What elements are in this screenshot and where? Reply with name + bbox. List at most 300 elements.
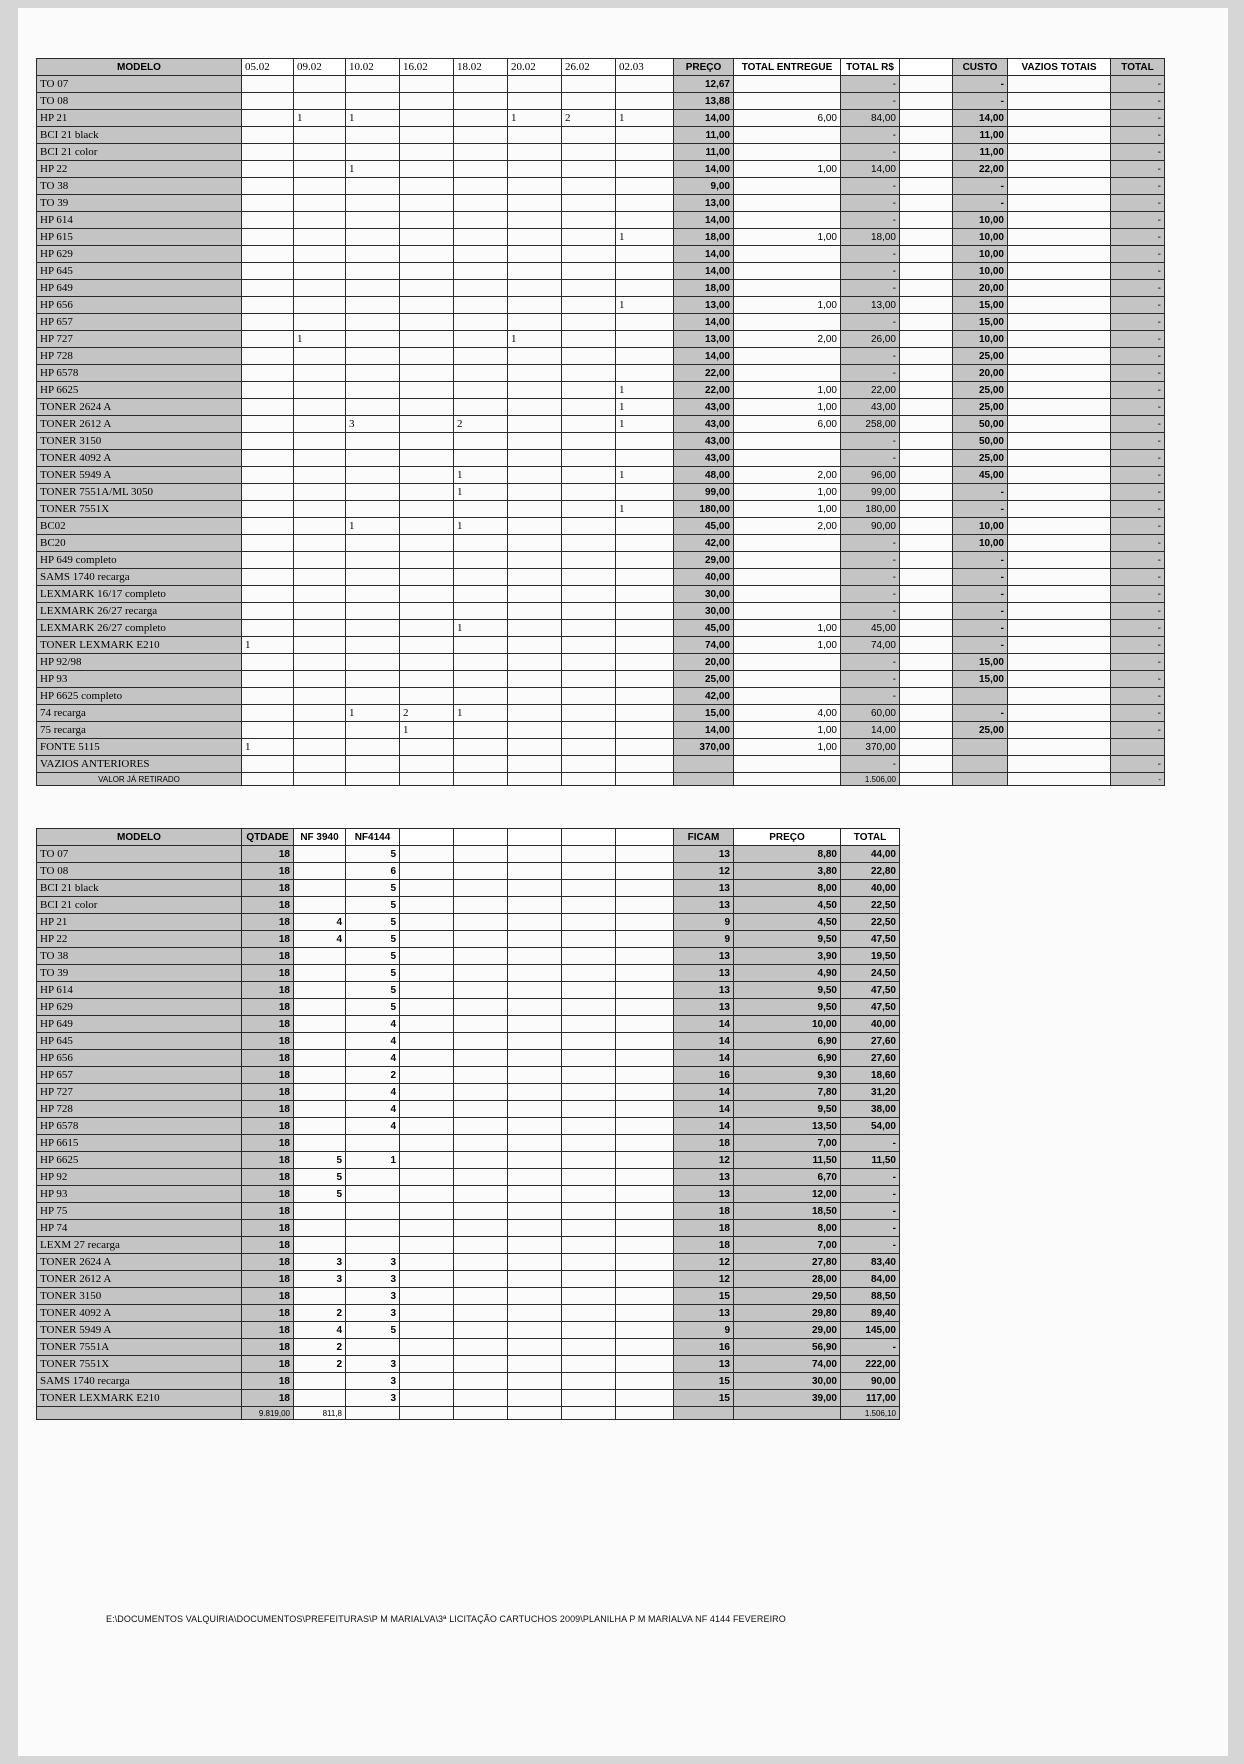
cost-cell: - [953,501,1008,518]
date-qty-cell [242,144,294,161]
date-qty-cell [294,161,346,178]
total-cell: 54,00 [841,1118,900,1135]
qty-cell: 18 [242,880,294,897]
date-qty-cell [242,518,294,535]
blank-cell [454,1271,508,1288]
date-qty-cell [242,552,294,569]
model-cell: HP 727 [37,331,242,348]
price-cell: 40,00 [674,569,734,586]
blank-cell [900,331,953,348]
stock-footer-row [37,1407,900,1420]
date-qty-cell [400,450,454,467]
delivered-cell: 1,00 [734,484,841,501]
table-row [37,433,1165,450]
model-cell: BCI 21 color [37,144,242,161]
blank-cell [900,433,953,450]
nf-3940-cell: 3 [294,1254,346,1271]
qty-cell: 18 [242,1084,294,1101]
price-cell: 6,70 [734,1169,841,1186]
blank-cell [400,1135,454,1152]
footer-qty: 9.819,00 [242,1407,294,1420]
date-qty-cell [616,331,674,348]
remain-cell: 9 [674,1322,734,1339]
date-qty-cell [508,586,562,603]
blank-cell [454,1118,508,1135]
date-qty-cell [562,637,616,654]
model-cell: BCI 21 color [37,897,242,914]
blank-cell [508,863,562,880]
price-cell: 14,00 [674,263,734,280]
date-qty-cell [242,569,294,586]
blank-cell [562,1373,616,1390]
blank-cell [616,1271,674,1288]
date-qty-cell: 1 [242,637,294,654]
date-qty-cell [242,297,294,314]
blank-cell [900,365,953,382]
delivered-cell [734,93,841,110]
blank-cell [900,212,953,229]
qty-cell: 18 [242,1169,294,1186]
col-date: 05.02 [242,59,294,76]
model-cell: LEXMARK 26/27 recarga [37,603,242,620]
model-cell: HP 6578 [37,365,242,382]
remain-cell: 13 [674,948,734,965]
blank-cell [454,1186,508,1203]
table-row [37,331,1165,348]
price-cell: 370,00 [674,739,734,756]
total-rs-cell: - [841,756,900,773]
table-row [37,467,1165,484]
remain-cell: 13 [674,965,734,982]
blank-cell [616,948,674,965]
date-qty-cell [616,178,674,195]
nf-3940-cell [294,1101,346,1118]
date-qty-cell [400,229,454,246]
delivered-cell [734,654,841,671]
price-cell: 6,90 [734,1033,841,1050]
date-qty-cell [400,552,454,569]
blank-cell [508,1067,562,1084]
date-qty-cell [346,501,400,518]
date-qty-cell: 1 [616,229,674,246]
date-qty-cell [616,518,674,535]
blank-cell [900,246,953,263]
total-rs-cell: 96,00 [841,467,900,484]
nf-3940-cell: 5 [294,1169,346,1186]
model-cell: HP 656 [37,1050,242,1067]
date-qty-cell [454,314,508,331]
blank-cell [562,1288,616,1305]
date-qty-cell [616,263,674,280]
blank-cell [900,569,953,586]
model-cell: 75 recarga [37,722,242,739]
date-qty-cell [294,297,346,314]
cost-cell: - [953,603,1008,620]
table-row [37,586,1165,603]
date-qty-cell [616,93,674,110]
blank-cell [400,1016,454,1033]
model-cell: HP 21 [37,914,242,931]
blank-cell [508,1254,562,1271]
total-rs-cell: 14,00 [841,722,900,739]
blank-cell [616,1203,674,1220]
total-rs-cell: - [841,246,900,263]
date-qty-cell [400,144,454,161]
blank-cell [616,1390,674,1407]
date-qty-cell [400,620,454,637]
price-cell: 7,00 [734,1135,841,1152]
table-row [37,501,1165,518]
delivered-cell [734,569,841,586]
date-qty-cell [294,637,346,654]
model-cell: HP 629 [37,999,242,1016]
price-cell: 25,00 [674,671,734,688]
blank-cell [616,914,674,931]
blank-cell [900,229,953,246]
date-qty-cell [562,671,616,688]
nf-4144-cell: 6 [346,863,400,880]
qty-cell: 18 [242,948,294,965]
date-qty-cell [294,433,346,450]
model-cell: HP 615 [37,229,242,246]
blank-cell [400,1339,454,1356]
empties-cell [1008,535,1111,552]
date-qty-cell [294,552,346,569]
nf-3940-cell [294,1016,346,1033]
model-cell: HP 649 completo [37,552,242,569]
blank-cell [562,1305,616,1322]
blank-cell [616,1033,674,1050]
delivered-cell [734,671,841,688]
date-qty-cell [562,620,616,637]
blank-cell [454,1169,508,1186]
date-qty-cell [400,501,454,518]
date-qty-cell [242,433,294,450]
remain-cell: 15 [674,1390,734,1407]
total-rs-cell: 13,00 [841,297,900,314]
remain-cell: 13 [674,846,734,863]
blank-cell [562,1067,616,1084]
price-cell: 29,50 [734,1288,841,1305]
table-row [37,1067,900,1084]
date-qty-cell [508,195,562,212]
empties-cell [1008,722,1111,739]
total-cell: - [1111,161,1165,178]
date-qty-cell [242,450,294,467]
date-qty-cell [346,535,400,552]
total-rs-cell: - [841,450,900,467]
date-qty-cell [616,195,674,212]
total-cell: - [841,1220,900,1237]
date-qty-cell: 1 [294,331,346,348]
cost-cell: 15,00 [953,654,1008,671]
date-qty-cell [346,314,400,331]
date-qty-cell [400,348,454,365]
date-qty-cell [294,739,346,756]
date-qty-cell [346,144,400,161]
date-qty-cell [400,297,454,314]
date-qty-cell [562,552,616,569]
model-cell: HP 21 [37,110,242,127]
blank-cell [900,93,953,110]
blank-cell [508,846,562,863]
blank-cell [562,1390,616,1407]
date-qty-cell [454,195,508,212]
blank-cell [508,1050,562,1067]
date-qty-cell [400,195,454,212]
blank-cell [400,1373,454,1390]
date-qty-cell [242,705,294,722]
empties-cell [1008,688,1111,705]
date-qty-cell [562,76,616,93]
blank-cell [454,1322,508,1339]
remain-cell: 18 [674,1135,734,1152]
nf-3940-cell: 2 [294,1356,346,1373]
remain-cell: 13 [674,1186,734,1203]
col-empties-total: VAZIOS TOTAIS [1008,59,1111,76]
date-qty-cell [294,535,346,552]
cost-cell: 15,00 [953,671,1008,688]
blank-cell [508,1135,562,1152]
date-qty-cell [242,467,294,484]
nf-3940-cell: 5 [294,1186,346,1203]
date-qty-cell [400,739,454,756]
total-cell: - [1111,620,1165,637]
nf-4144-cell: 3 [346,1305,400,1322]
date-qty-cell [400,314,454,331]
blank-cell [616,1050,674,1067]
model-cell: HP 93 [37,1186,242,1203]
blank-cell [400,1390,454,1407]
date-qty-cell [562,722,616,739]
blank-cell [900,161,953,178]
total-cell: - [1111,756,1165,773]
date-qty-cell [242,671,294,688]
cost-cell: 20,00 [953,280,1008,297]
model-cell: LEXMARK 16/17 completo [37,586,242,603]
blank-cell [400,999,454,1016]
model-cell: HP 92/98 [37,654,242,671]
nf-4144-cell [346,1169,400,1186]
model-cell: TONER 4092 A [37,450,242,467]
empties-cell [1008,110,1111,127]
blank-cell [454,1084,508,1101]
date-qty-cell [562,603,616,620]
remain-cell: 13 [674,1356,734,1373]
date-qty-cell [454,433,508,450]
date-qty-cell [294,722,346,739]
date-qty-cell [508,314,562,331]
total-cell: 40,00 [841,880,900,897]
table-row [37,1084,900,1101]
table-row [37,1203,900,1220]
price-cell: 3,80 [734,863,841,880]
table-row [37,1373,900,1390]
total-cell: - [1111,501,1165,518]
nf-3940-cell [294,1288,346,1305]
date-qty-cell [346,348,400,365]
date-qty-cell [562,93,616,110]
table-row [37,484,1165,501]
blank-cell [616,1186,674,1203]
total-cell: - [1111,722,1165,739]
blank-cell [900,484,953,501]
total-cell: - [1111,144,1165,161]
empties-cell [1008,705,1111,722]
date-qty-cell: 3 [346,416,400,433]
remain-cell: 15 [674,1288,734,1305]
delivered-cell [734,535,841,552]
table-row [37,1322,900,1339]
date-qty-cell [400,76,454,93]
table-row [37,1390,900,1407]
blank-cell [562,1356,616,1373]
nf-4144-cell: 4 [346,1050,400,1067]
blank-cell [900,280,953,297]
table-row [37,1186,900,1203]
blank-cell [616,1101,674,1118]
cost-cell: 25,00 [953,348,1008,365]
blank-cell [508,1373,562,1390]
total-cell: 27,60 [841,1050,900,1067]
table-row [37,450,1165,467]
price-cell: 20,00 [674,654,734,671]
empties-cell [1008,518,1111,535]
date-qty-cell [346,195,400,212]
empties-cell [1008,229,1111,246]
table-row [37,1220,900,1237]
blank-cell [562,1152,616,1169]
date-qty-cell [616,433,674,450]
price-cell: 11,00 [674,127,734,144]
model-cell: HP 649 [37,280,242,297]
table-row [37,603,1165,620]
date-qty-cell [242,382,294,399]
blank-cell [508,999,562,1016]
total-cell: - [1111,433,1165,450]
total-cell: - [1111,535,1165,552]
total-rs-cell: 258,00 [841,416,900,433]
date-qty-cell [562,433,616,450]
remain-cell: 14 [674,1118,734,1135]
date-qty-cell [454,93,508,110]
date-qty-cell: 1 [346,110,400,127]
nf-4144-cell: 1 [346,1152,400,1169]
blank-cell [400,1118,454,1135]
price-cell: 9,00 [674,178,734,195]
delivered-cell [734,433,841,450]
nf-4144-cell: 5 [346,897,400,914]
nf-3940-cell [294,1220,346,1237]
cost-cell: - [953,586,1008,603]
date-qty-cell [562,229,616,246]
table-row [37,1016,900,1033]
model-cell: HP 93 [37,671,242,688]
date-qty-cell [400,178,454,195]
table-row [37,1169,900,1186]
table-row [37,348,1165,365]
total-cell: 18,60 [841,1067,900,1084]
delivered-cell: 2,00 [734,331,841,348]
price-cell: 180,00 [674,501,734,518]
date-qty-cell [242,110,294,127]
nf-3940-cell: 4 [294,914,346,931]
remain-cell: 12 [674,1254,734,1271]
total-cell: - [841,1169,900,1186]
date-qty-cell: 2 [562,110,616,127]
blank-cell [400,914,454,931]
blank-cell [454,982,508,999]
table-row [37,1288,900,1305]
blank-cell [616,965,674,982]
nf-3940-cell [294,1067,346,1084]
model-cell: TONER LEXMARK E210 [37,637,242,654]
blank-cell [900,382,953,399]
blank-cell [454,880,508,897]
blank-cell [400,1084,454,1101]
nf-3940-cell [294,1390,346,1407]
date-qty-cell [562,178,616,195]
delivered-cell [734,365,841,382]
qty-cell: 18 [242,1016,294,1033]
date-qty-cell [242,722,294,739]
date-qty-cell [242,365,294,382]
nf-4144-cell: 3 [346,1390,400,1407]
nf-3940-cell [294,982,346,999]
total-cell: 27,60 [841,1033,900,1050]
price-cell: 14,00 [674,314,734,331]
total-cell: - [1111,671,1165,688]
remain-cell: 18 [674,1203,734,1220]
total-rs-cell: 22,00 [841,382,900,399]
blank-cell [900,263,953,280]
blank-cell [508,914,562,931]
blank-cell [400,846,454,863]
model-cell: TONER 4092 A [37,1305,242,1322]
blank-cell [400,1220,454,1237]
total-cell: - [1111,110,1165,127]
date-qty-cell [346,229,400,246]
date-qty-cell [454,263,508,280]
col-qty: QTDADE [242,829,294,846]
date-qty-cell [294,93,346,110]
qty-cell: 18 [242,863,294,880]
blank-cell [454,931,508,948]
model-cell: SAMS 1740 recarga [37,1373,242,1390]
date-qty-cell [508,246,562,263]
blank-cell [454,1203,508,1220]
empties-cell [1008,280,1111,297]
col-date: 09.02 [294,59,346,76]
date-qty-cell [562,739,616,756]
date-qty-cell [242,756,294,773]
date-qty-cell [242,399,294,416]
total-rs-cell: 26,00 [841,331,900,348]
blank-cell [900,637,953,654]
model-cell: TONER 2624 A [37,1254,242,1271]
date-qty-cell [346,569,400,586]
delivered-cell [734,586,841,603]
model-cell: TONER LEXMARK E210 [37,1390,242,1407]
date-qty-cell: 1 [400,722,454,739]
blank-cell [900,586,953,603]
date-qty-cell [346,484,400,501]
table-row [37,382,1165,399]
date-qty-cell [346,280,400,297]
date-qty-cell: 1 [454,705,508,722]
blank-cell [900,314,953,331]
date-qty-cell [616,348,674,365]
